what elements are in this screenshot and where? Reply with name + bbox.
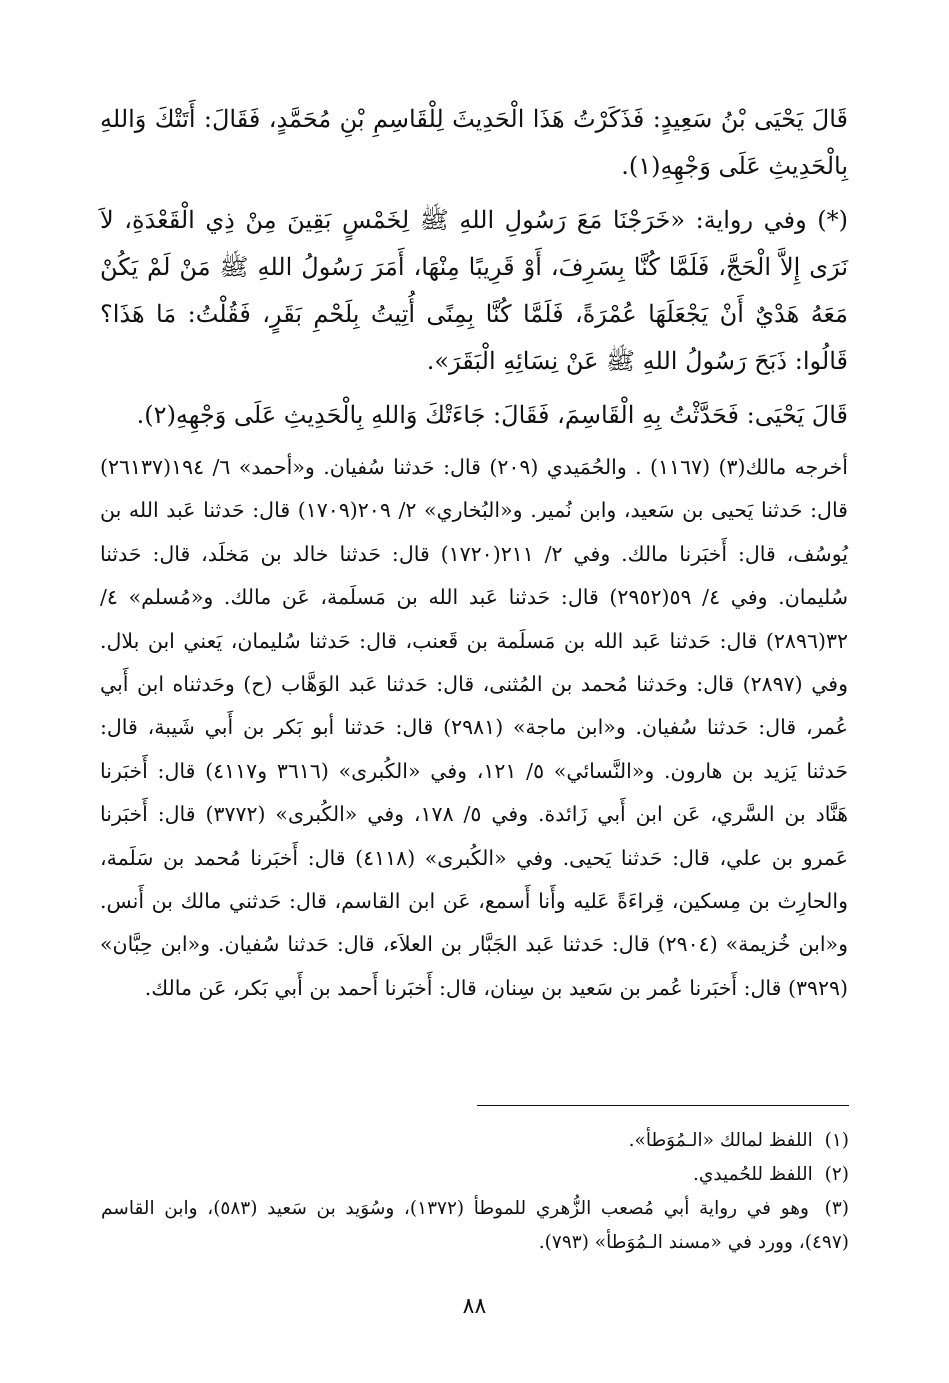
footnote-1 [101, 1124, 849, 1158]
footnote-number: (٢) [824, 1164, 849, 1185]
page-body [100, 96, 848, 1010]
footnotes [101, 1124, 849, 1260]
footnote-text: اللفظ لمالك «الـمُوَطأ». [628, 1130, 813, 1151]
footnote-text: اللفظ للحُميدي. [692, 1164, 813, 1185]
footnote-3 [101, 1192, 849, 1260]
footnote-text: وهو في رواية أبي مُصعب الزُّهري للموطأ (١٣٧٢)، وسُوَيد بن سَعيد (٥٨٣)، وابن القاسم (٤٩٧)، وورد في «مسند الـمُوَطأ» (٧٩٣). [101, 1198, 849, 1253]
hadith-paragraph-riwaya: (*) وفي رواية: «خَرَجْنَا مَعَ رَسُولِ اللهِ ﷺ لِخَمْسٍ بَقِينَ مِنْ ذِي الْقَعْدَةِ، لاَ نَرَى إِلاَّ الْحَجَّ، فَلَمَّا كُنَّا بِسَرِفَ، أَوْ قَرِيبًا مِنْهَا، أَمَرَ رَسُولُ اللهِ ﷺ مَنْ لَمْ يَكُنْ مَعَهُ هَدْيٌ أَنْ يَجْعَلَهَا عُمْرَةً، فَلَمَّا كُنَّا بِمِنًى أُتِيتُ بِلَحْمِ بَقَرٍ، فَقُلْتُ: مَا هَذَا؟ قَالُوا: ذَبَحَ رَسُولُ اللهِ ﷺ عَنْ نِسَائِهِ الْبَقَرَ». [100, 206, 849, 375]
footnote-number: (١) [824, 1130, 849, 1151]
footnote-number: (٣) [824, 1198, 849, 1219]
hadith-paragraph-3: قَالَ يَحْيَى: فَحَدَّثْتُ بِهِ الْقَاسِمَ، فَقَالَ: جَاءَتْكَ وَاللهِ بِالْحَدِيثِ عَلَى وَجْهِهِ(٢). [136, 401, 848, 429]
hadith-paragraph-1: قَالَ يَحْيَى بْنُ سَعِيدٍ: فَذَكَرْتُ هَذَا الْحَدِيثَ لِلْقَاسِمِ بْنِ مُحَمَّدٍ، فَقَالَ: أَتَتْكَ وَاللهِ بِالْحَدِيثِ عَلَى وَجْهِهِ(١). [100, 105, 848, 180]
page-number: ٨٨ [462, 1294, 487, 1319]
takhrij-paragraph: أخرجه مالك(٣) (١١٦٧) . والحُمَيدي (٢٠٩) قال: حَدثنا سُفيان. و«أحمد» ٦/ ١٩٤(٢٦١٣٧) قال: حَدثنا يَحيى بن سَعيد، وابن نُمير. و«البُخاري» ٢/ ٢٠٩(١٧٠٩) قال: حَدثنا عَبد الله بن يُوسُف، قال: أَخبَرنا مالك. وفي ٢/ ٢١١(١٧٢٠) قال: حَدثنا خالد بن مَخلَد، قال: حَدثنا سُليمان. وفي ٤/ ٥٩(٢٩٥٢) قال: حَدثنا عَبد الله بن مَسلَمة، عَن مالك. و«مُسلم» ٤/ ٣٢(٢٨٩٦) قال: حَدثنا عَبد الله بن مَسلَمة بن قَعنب، قال: حَدثنا سُليمان، يَعني ابن بلال. وفي (٢٨٩٧) قال: وحَدثنا مُحمد بن المُثنى، قال: حَدثنا عَبد الوَهَّاب (ح) وحَدثناه ابن أَبي عُمر، قال: حَدثنا سُفيان. و«ابن ماجة» (٢٩٨١) قال: حَدثنا أبو بَكر بن أَبي شَيبة، قال: حَدثنا يَزيد بن هارون. و«النَّسائي» ٥/ ١٢١، وفي «الكُبرى» (٣٦١٦ و٤١١٧) قال: أَخبَرنا هَنَّاد بن السَّري، عَن ابن أَبي زَائدة. وفي ٥/ ١٧٨، وفي «الكُبرى» (٣٧٧٢) قال: أَخبَرنا عَمرو بن علي، قال: حَدثنا يَحيى. وفي «الكُبرى» (٤١١٨) قال: أَخبَرنا مُحمد بن سَلَمة، والحارِث بن مِسكين، قِراءَةً عَليه وأَنا أَسمع، عَن ابن القاسم، قال: حَدثني مالك بن أَنس. و«ابن خُزيمة» (٢٩٠٤) قال: حَدثنا عَبد الجَبَّار بن العلاَء، قال: حَدثنا سُفيان. و«ابن حِبَّان» (٣٩٢٩) قال: أَخبَرنا عُمر بن سَعيد بن سِنان، قال: أَخبَرنا أَحمد بن أَبي بَكر، عَن مالك. [100, 455, 849, 1000]
footnote-divider [477, 1105, 849, 1106]
footnote-2 [101, 1158, 849, 1192]
